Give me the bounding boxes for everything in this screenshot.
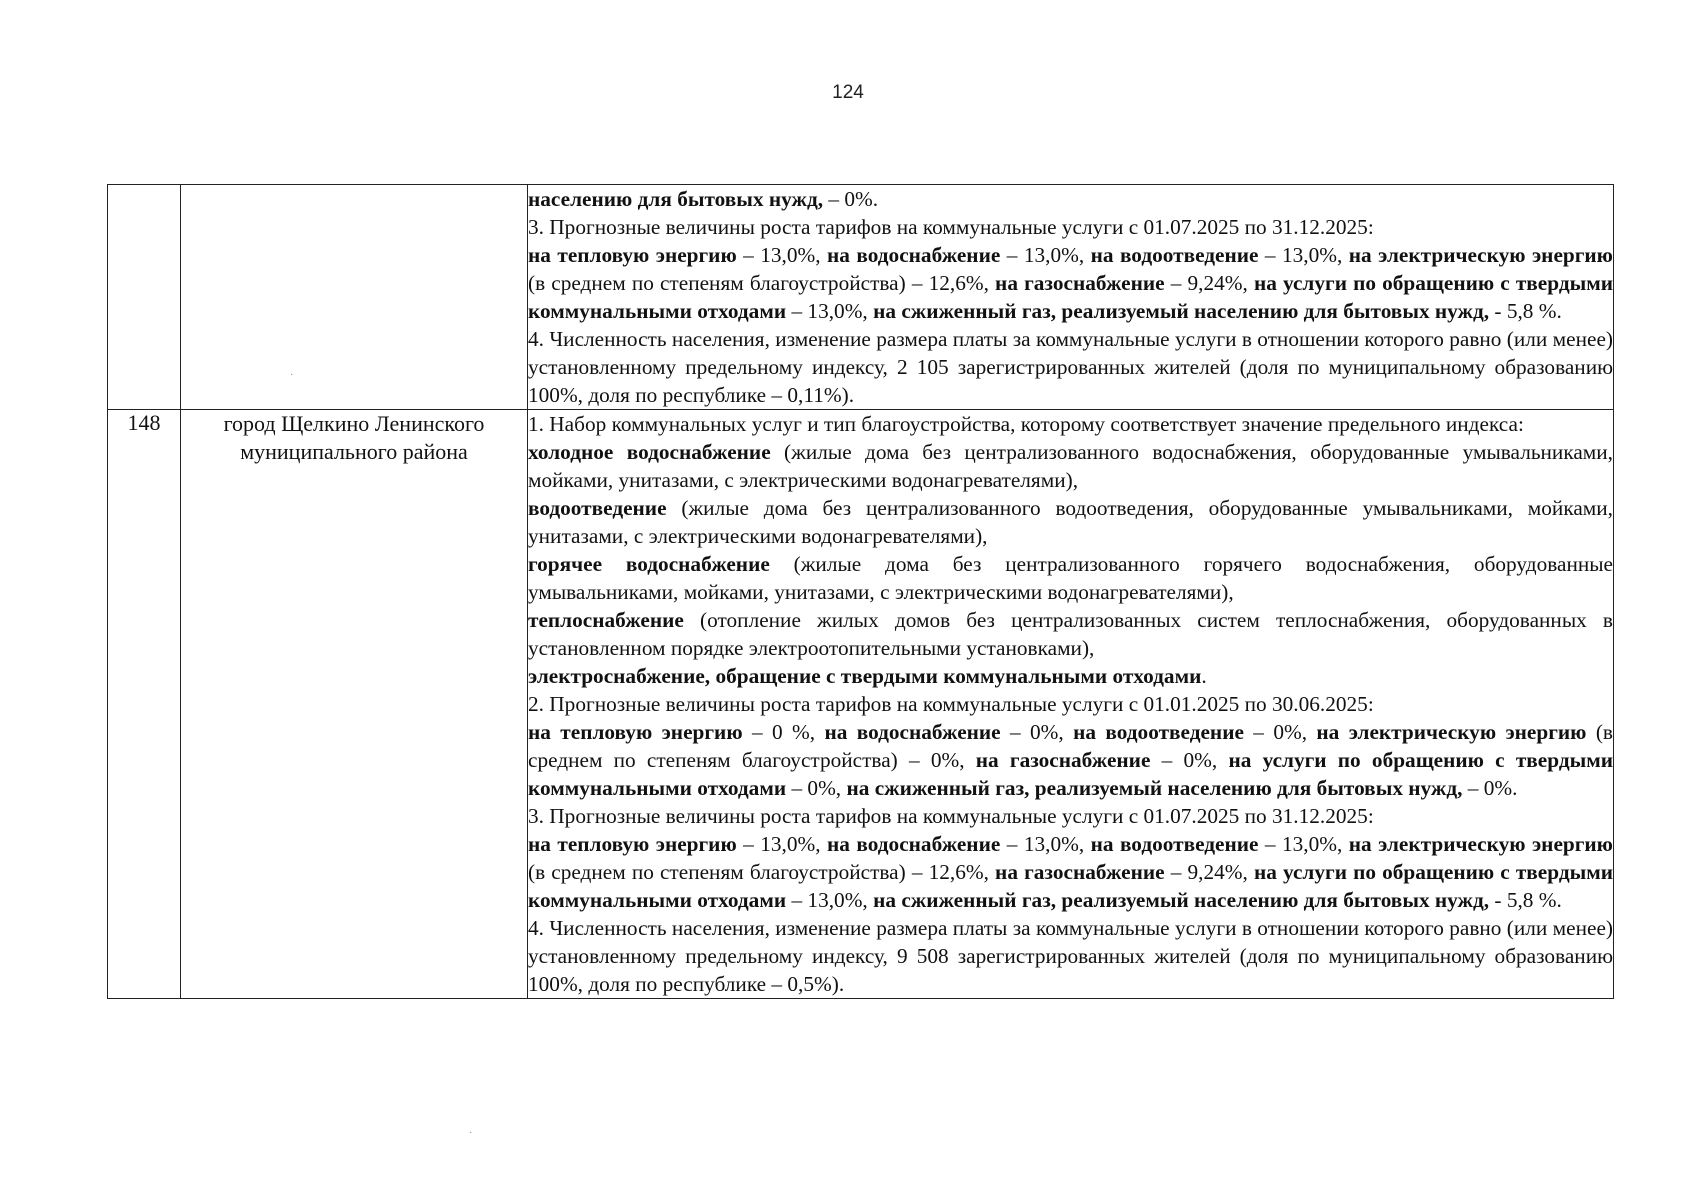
- paragraph: [528, 690, 1613, 718]
- text-run: 3. Прогнозные величины роста тарифов на коммунальные услуги с 01.07.2025 по 31.12.2025:: [528, 804, 1374, 828]
- text-run: – 0%,: [786, 776, 847, 800]
- text-run: – 13,0%,: [786, 299, 874, 323]
- text-run: 4. Численность населения, изменение размера платы за коммунальные услуги в отношении которого равно (или менее) установленному предельному индексу, 9 508 зарегистрированных жителей (доля по муниципальному образованию 100%, доля по республике – 0,5%).: [528, 916, 1613, 996]
- bold-text: на газоснабжение: [995, 271, 1165, 295]
- row-number-cell: 148: [108, 410, 181, 999]
- bold-text: теплоснабжение: [528, 608, 684, 632]
- text-run: – 9,24%,: [1164, 860, 1254, 884]
- paragraph: [528, 438, 1613, 494]
- bold-text: на водоотведение: [1073, 720, 1244, 744]
- text-run: 1. Набор коммунальных услуг и тип благоустройства, которому соответствует значение предельного индекса:: [528, 412, 1524, 436]
- scan-speck: ·: [469, 1128, 473, 1139]
- text-run: 4. Численность населения, изменение размера платы за коммунальные услуги в отношении которого равно (или менее) установленному предельному индексу, 2 105 зарегистрированных жителей (доля по муниципальному образованию 100%, доля по республике – 0,11%).: [528, 327, 1613, 407]
- description-cell: [528, 410, 1614, 999]
- description-cell: [528, 185, 1614, 410]
- bold-text: на услуги по обращению с твердыми коммунальными отходами: [528, 860, 1613, 912]
- paragraph: [528, 550, 1613, 606]
- text-run: 2. Прогнозные величины роста тарифов на коммунальные услуги с 01.01.2025 по 30.06.2025:: [528, 692, 1374, 716]
- table-row: [108, 410, 1614, 999]
- bold-text: на тепловую энергию: [528, 720, 743, 744]
- text-run: - 5,8 %.: [1489, 299, 1562, 323]
- municipality-cell: [181, 185, 528, 410]
- text-run: – 13,0%,: [1258, 243, 1349, 267]
- bold-text: на водоснабжение: [824, 720, 1001, 744]
- bold-text: водоотведение: [528, 496, 667, 520]
- paragraph: [528, 662, 1613, 690]
- bold-text: на тепловую энергию: [528, 832, 737, 856]
- bold-text: горячее водоснабжение: [528, 552, 770, 576]
- bold-text: на сжиженный газ, реализуемый населению для бытовых нужд,: [873, 888, 1490, 912]
- paragraph: [528, 606, 1613, 662]
- text-run: (в среднем по степеням благоустройства) – 12,6%,: [528, 271, 996, 295]
- text-run: (жилые дома без централизованного горячего водоснабжения, оборудованные умывальниками, мойками, унитазами, с электрическими водонагревателями),: [528, 552, 1614, 604]
- text-run: (в среднем по степеням благоустройства) – 12,6%,: [528, 860, 996, 884]
- bold-text: на услуги по обращению с твердыми коммунальными отходами: [528, 271, 1613, 323]
- row-number-cell: [108, 185, 181, 410]
- paragraph: [528, 802, 1613, 830]
- bold-text: на водоотведение: [1090, 243, 1259, 267]
- scan-speck: ·: [290, 370, 294, 381]
- bold-text: на электрическую энергию: [1348, 243, 1613, 267]
- bold-text: на газоснабжение: [975, 748, 1151, 772]
- paragraph: [528, 410, 1613, 438]
- paragraph: [528, 241, 1613, 325]
- text-run: – 13,0%,: [1000, 243, 1091, 267]
- text-run: – 13,0%,: [736, 832, 828, 856]
- bold-text: на водоотведение: [1090, 832, 1259, 856]
- table-row: [108, 185, 1614, 410]
- text-run: – 13,0%,: [1258, 832, 1349, 856]
- bold-text: на водоснабжение: [827, 243, 1001, 267]
- bold-text: населению для бытовых нужд,: [528, 187, 824, 211]
- text-run: – 13,0%,: [1000, 832, 1091, 856]
- bold-text: электроснабжение, обращение с твердыми коммунальными отходами: [528, 664, 1202, 688]
- bold-text: холодное водоснабжение: [528, 440, 771, 464]
- text-run: – 0 %,: [742, 720, 825, 744]
- text-run: – 13,0%,: [736, 243, 828, 267]
- bold-text: на услуги по обращению с твердыми коммунальными отходами: [528, 748, 1614, 800]
- municipality-cell: город Щелкино Ленинского муниципального района: [181, 410, 528, 999]
- bold-text: на водоснабжение: [827, 832, 1001, 856]
- text-run: – 13,0%,: [786, 888, 874, 912]
- bold-text: на электрическую энергию: [1316, 720, 1587, 744]
- text-run: – 0%.: [823, 187, 879, 211]
- bold-text: на сжиженный газ, реализуемый населению для бытовых нужд,: [846, 776, 1463, 800]
- text-run: 3. Прогнозные величины роста тарифов на коммунальные услуги с 01.07.2025 по 31.12.2025:: [528, 215, 1374, 239]
- text-run: – 0%,: [1150, 748, 1229, 772]
- paragraph: [528, 718, 1613, 802]
- text-run: (в среднем по степеням благоустройства) – 0%,: [528, 720, 1613, 772]
- paragraph: [528, 494, 1613, 550]
- paragraph: [528, 325, 1613, 409]
- paragraph: [528, 185, 1613, 213]
- text-run: – 9,24%,: [1164, 271, 1254, 295]
- text-run: – 0%,: [1000, 720, 1074, 744]
- text-run: – 0%.: [1462, 776, 1518, 800]
- paragraph: [528, 213, 1613, 241]
- bold-text: на электрическую энергию: [1348, 832, 1613, 856]
- bold-text: на газоснабжение: [995, 860, 1165, 884]
- bold-text: на тепловую энергию: [528, 243, 737, 267]
- text-run: (жилые дома без централизованного водоотведения, оборудованные умывальниками, мойками, унитазами, с электрическими водонагревателями),: [528, 496, 1613, 548]
- page-number: 124: [832, 82, 864, 103]
- bold-text: на сжиженный газ, реализуемый населению для бытовых нужд,: [873, 299, 1490, 323]
- text-run: (отопление жилых домов без централизованных систем теплоснабжения, оборудованных в установленном порядке электроотопительными установками),: [528, 608, 1613, 660]
- text-run: - 5,8 %.: [1489, 888, 1562, 912]
- paragraph: [528, 914, 1613, 998]
- paragraph: [528, 830, 1613, 914]
- text-run: – 0%,: [1243, 720, 1317, 744]
- text-run: .: [1201, 664, 1207, 688]
- text-run: (жилые дома без централизованного водоснабжения, оборудованные умывальниками, мойками, унитазами, с электрическими водонагревателями),: [528, 440, 1613, 492]
- tariff-table: [107, 184, 1614, 999]
